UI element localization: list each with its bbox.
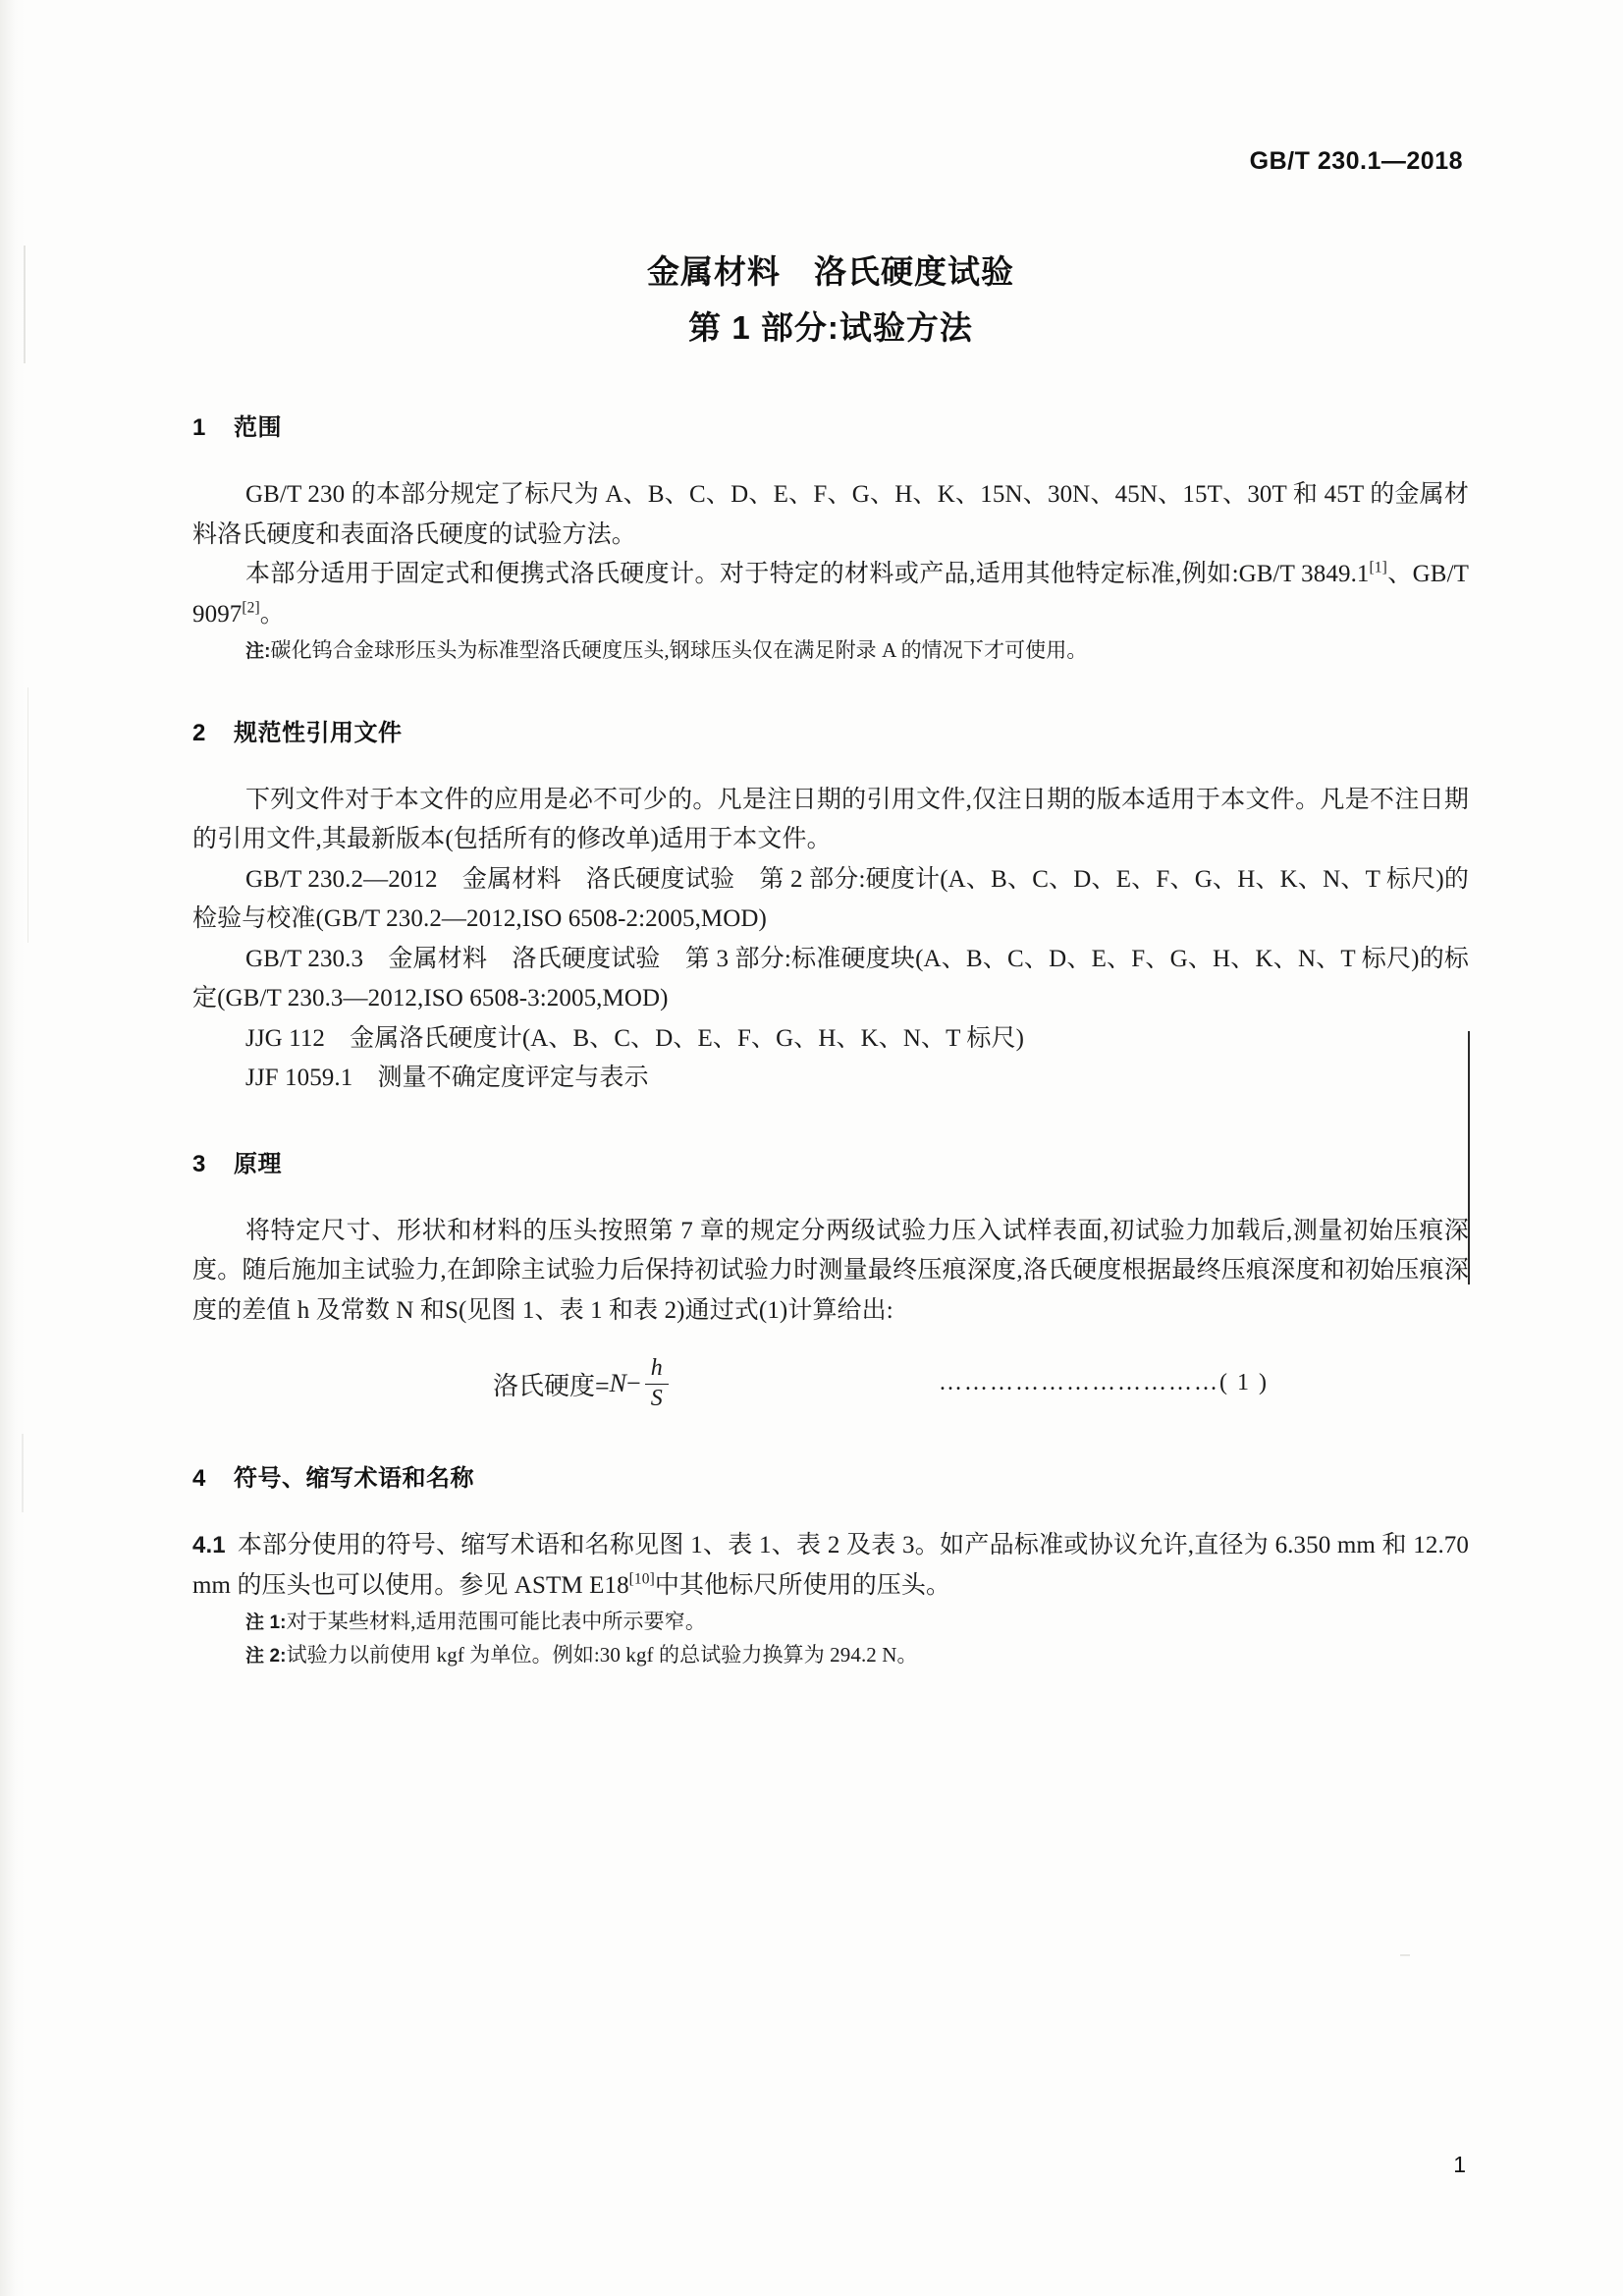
page-content (192, 147, 1469, 1672)
note-text: 试验力以前使用 kgf 为单位。例如:30 kgf 的总试验力换算为 294.2 N。 (286, 1642, 918, 1667)
clause-heading-2 (192, 713, 1469, 747)
scan-artifact (27, 687, 28, 943)
title-line-2: 第 1 部分:试验方法 (688, 309, 973, 347)
equation-symbol-n: N (609, 1369, 627, 1398)
clause4-note-2 (192, 1639, 1469, 1672)
clause-title-1: 范围 (234, 414, 282, 442)
clause-heading-4 (192, 1458, 1469, 1493)
note-text: 对于某些材料,适用范围可能比表中所示要窄。 (286, 1610, 706, 1634)
scan-artifact (24, 246, 26, 363)
subclause-4-1-paragraph (192, 1526, 1469, 1606)
note-text: 碳化钨合金球形压头为标准型洛氏硬度压头,钢球压头仅在满足附录 A 的情况下才可使用。 (270, 638, 1088, 663)
clause-number-4: 4 (192, 1465, 206, 1493)
equation-minus: − (626, 1369, 641, 1398)
clause-number-2: 2 (192, 719, 206, 746)
normative-reference-item: JJG 112 金属洛氏硬度计(A、B、C、D、E、F、G、H、K、N、T 标尺) (245, 1024, 1025, 1052)
clause3-paragraph-1: 将特定尺寸、形状和材料的压头按照第 7 章的规定分两级试验力压入试样表面,初试验力加载后,测量初始压痕深度。随后施加主试验力,在卸除主试验力后保持初试验力时测量最终压痕深度,洛氏硬度根据最终压痕深度和初始压痕深度的差值 h 及常数 N 和S(见图 1、表 1 和表 2)通过式(1)计算给出: (192, 1217, 1469, 1324)
clause1-paragraph-1: GB/T 230 的本部分规定了标尺为 A、B、C、D、E、F、G、H、K、15N、30N、45N、15T、30T 和 45T 的金属材料洛氏硬度和表面洛氏硬度的试验方法。 (192, 481, 1469, 548)
scan-artifact (22, 1434, 24, 1512)
scan-edge (0, 0, 26, 2296)
note-label: 注 2: (245, 1645, 287, 1667)
clause1-paragraph-2 (192, 555, 1469, 634)
scan-artifact (1400, 1954, 1410, 1956)
note-label: 注: (245, 641, 271, 663)
normative-reference-item: GB/T 230.2—2012 金属材料 洛氏硬度试验 第 2 部分:硬度计(A、B、C、D、E、F、G、H、K、N、T 标尺)的检验与校准(GB/T 230.2—2012,ISO 6508-2:2005,MOD) (192, 865, 1469, 933)
fraction-numerator: h (650, 1355, 663, 1382)
clause-number-1: 1 (192, 414, 206, 442)
page-title (192, 246, 1469, 353)
clause1-note (192, 634, 1469, 668)
normative-reference-item: JJF 1059.1 测量不确定度评定与表示 (245, 1065, 649, 1092)
footnote-ref-1: [1] (1369, 559, 1387, 576)
normative-reference-item: GB/T 230.3 金属材料 洛氏硬度试验 第 3 部分:标准硬度块(A、B、C、D、E、F、G、H、K、N、T 标尺)的标定(GB/T 230.3—2012,ISO 6508-3:2005,MOD) (192, 945, 1469, 1012)
subclause-4-1-text-b: 中其他标尺所使用的压头。 (654, 1571, 951, 1599)
note-label: 注 1: (245, 1613, 287, 1634)
clause-title-4: 符号、缩写术语和名称 (234, 1465, 474, 1493)
equation-1 (493, 1356, 673, 1411)
running-header-standard-ref: GB/T 230.1—2018 (1249, 147, 1463, 175)
title-line-1: 金属材料 洛氏硬度试验 (647, 253, 1014, 290)
equation-number: ( 1 ) (1219, 1370, 1269, 1396)
clause1-paragraph-2-part-b: 、GB/T 9097 (192, 561, 1470, 628)
leader-dots: …………………………… (939, 1370, 1219, 1396)
clause-title-3: 原理 (234, 1150, 282, 1177)
clause1-paragraph-2-part-a: 本部分适用于固定式和便携式洛氏硬度计。对于特定的材料或产品,适用其他特定标准,例如:GB/T 3849.1 (245, 561, 1370, 588)
clause-heading-1 (192, 408, 1469, 442)
footnote-ref-10: [10] (628, 1570, 655, 1588)
equation-number-leader (939, 1370, 1269, 1396)
clause4-note-1 (192, 1606, 1469, 1639)
subclause-4-1-text-a: 本部分使用的符号、缩写术语和名称见图 1、表 1、表 2 及表 3。如产品标准或协议允许,直径为 6.350 mm 和 12.70 mm 的压头也可以使用。参见 ASTM E18 (192, 1532, 1469, 1599)
page-number: 1 (1453, 2152, 1466, 2177)
clause-heading-3 (192, 1144, 1469, 1178)
clause1-paragraph-2-part-c: 。 (259, 600, 285, 628)
clause-title-2: 规范性引用文件 (234, 719, 403, 746)
fraction-denominator: S (650, 1386, 663, 1412)
subclause-number-4-1: 4.1 (192, 1532, 226, 1559)
equation-fraction (645, 1356, 669, 1411)
equation-lhs: 洛氏硬度= (493, 1371, 610, 1400)
footnote-ref-2: [2] (242, 599, 260, 617)
equation-1-row (192, 1348, 1469, 1439)
clause2-paragraph-1: 下列文件对于本文件的应用是必不可少的。凡是注日期的引用文件,仅注日期的版本适用于本文件。凡是不注日期的引用文件,其最新版本(包括所有的修改单)适用于本文件。 (192, 786, 1469, 853)
fraction-bar (645, 1384, 669, 1386)
clause-number-3: 3 (192, 1150, 206, 1177)
